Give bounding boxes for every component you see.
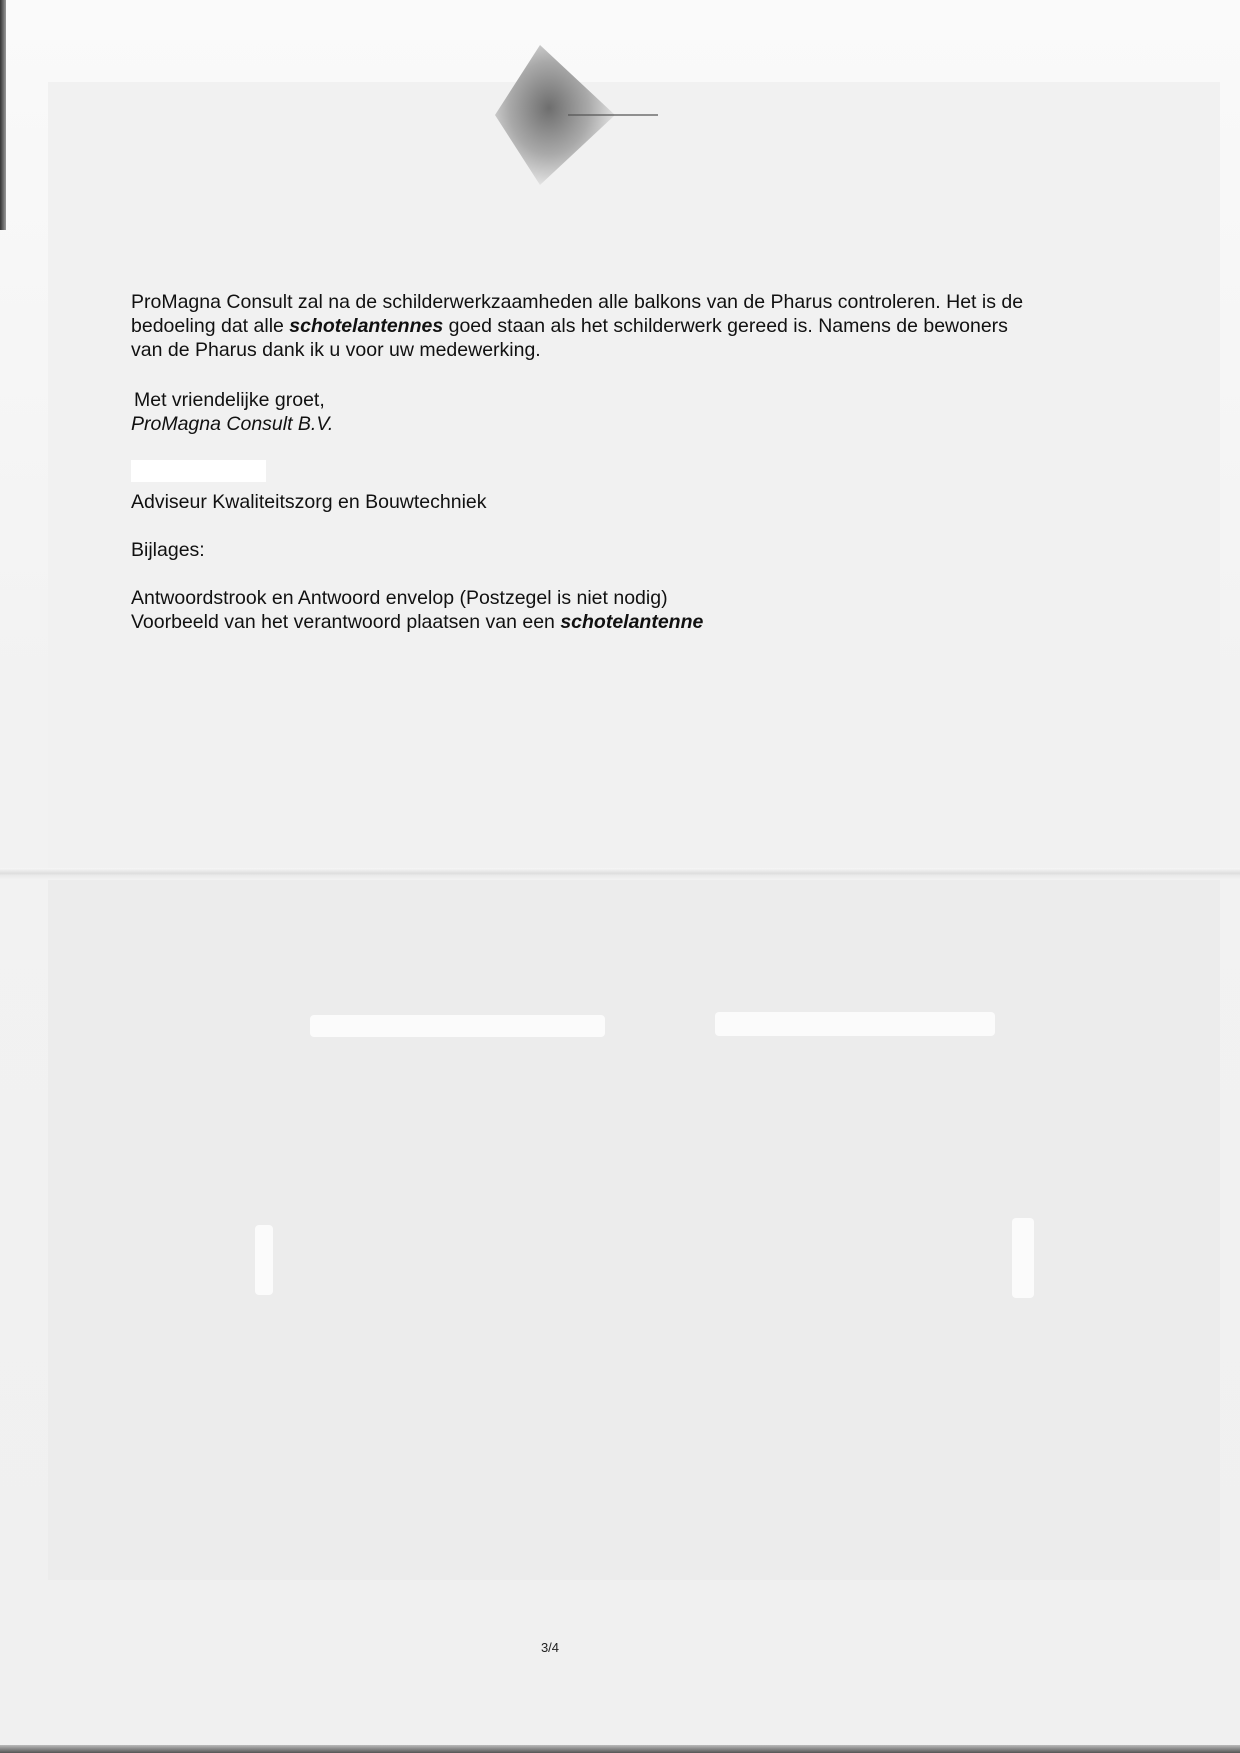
scan-edge [0,0,6,230]
diamond-logo-icon [480,40,660,190]
scan-edge-bottom [0,1745,1240,1753]
attachment-item [131,610,1031,634]
closing: Met vriendelijke groet, [134,389,325,411]
scan-artifact [715,1012,995,1036]
fold-line [0,868,1240,880]
company-name: ProMagna Consult B.V. [131,413,334,435]
letter-body [131,290,1031,362]
attachment-item-text: Voorbeeld van het verantwoord plaatsen van een [131,611,561,633]
attachments-heading: Bijlages: [131,539,205,561]
signer-title: Adviseur Kwaliteitszorg en Bouwtechniek [131,491,487,513]
scan-artifact [255,1225,273,1295]
page-background-panel-bottom [48,872,1220,1580]
redacted-signature [131,460,266,482]
page-number: 3/4 [540,1640,560,1655]
attachment-item-emphasis: schotelantenne [560,611,704,633]
letter-body-text: ProMagna Consult zal na de schilderwerkzaamheden alle balkons van de Pharus controleren. Het is de bedoeling dat alle [131,291,1024,337]
letter-content [131,290,1031,634]
scan-artifact [1012,1218,1034,1298]
letter-body-emphasis: schotelantennes [289,315,444,337]
letter-body-text-end: goed staan als het schilderwerk gereed is. Namens de bewoners van de Pharus dank ik u voor uw medewerking. [131,315,1008,361]
scan-artifact [310,1015,605,1037]
attachment-item: Antwoordstrook en Antwoord envelop (Postzegel is niet nodig) [131,587,668,609]
